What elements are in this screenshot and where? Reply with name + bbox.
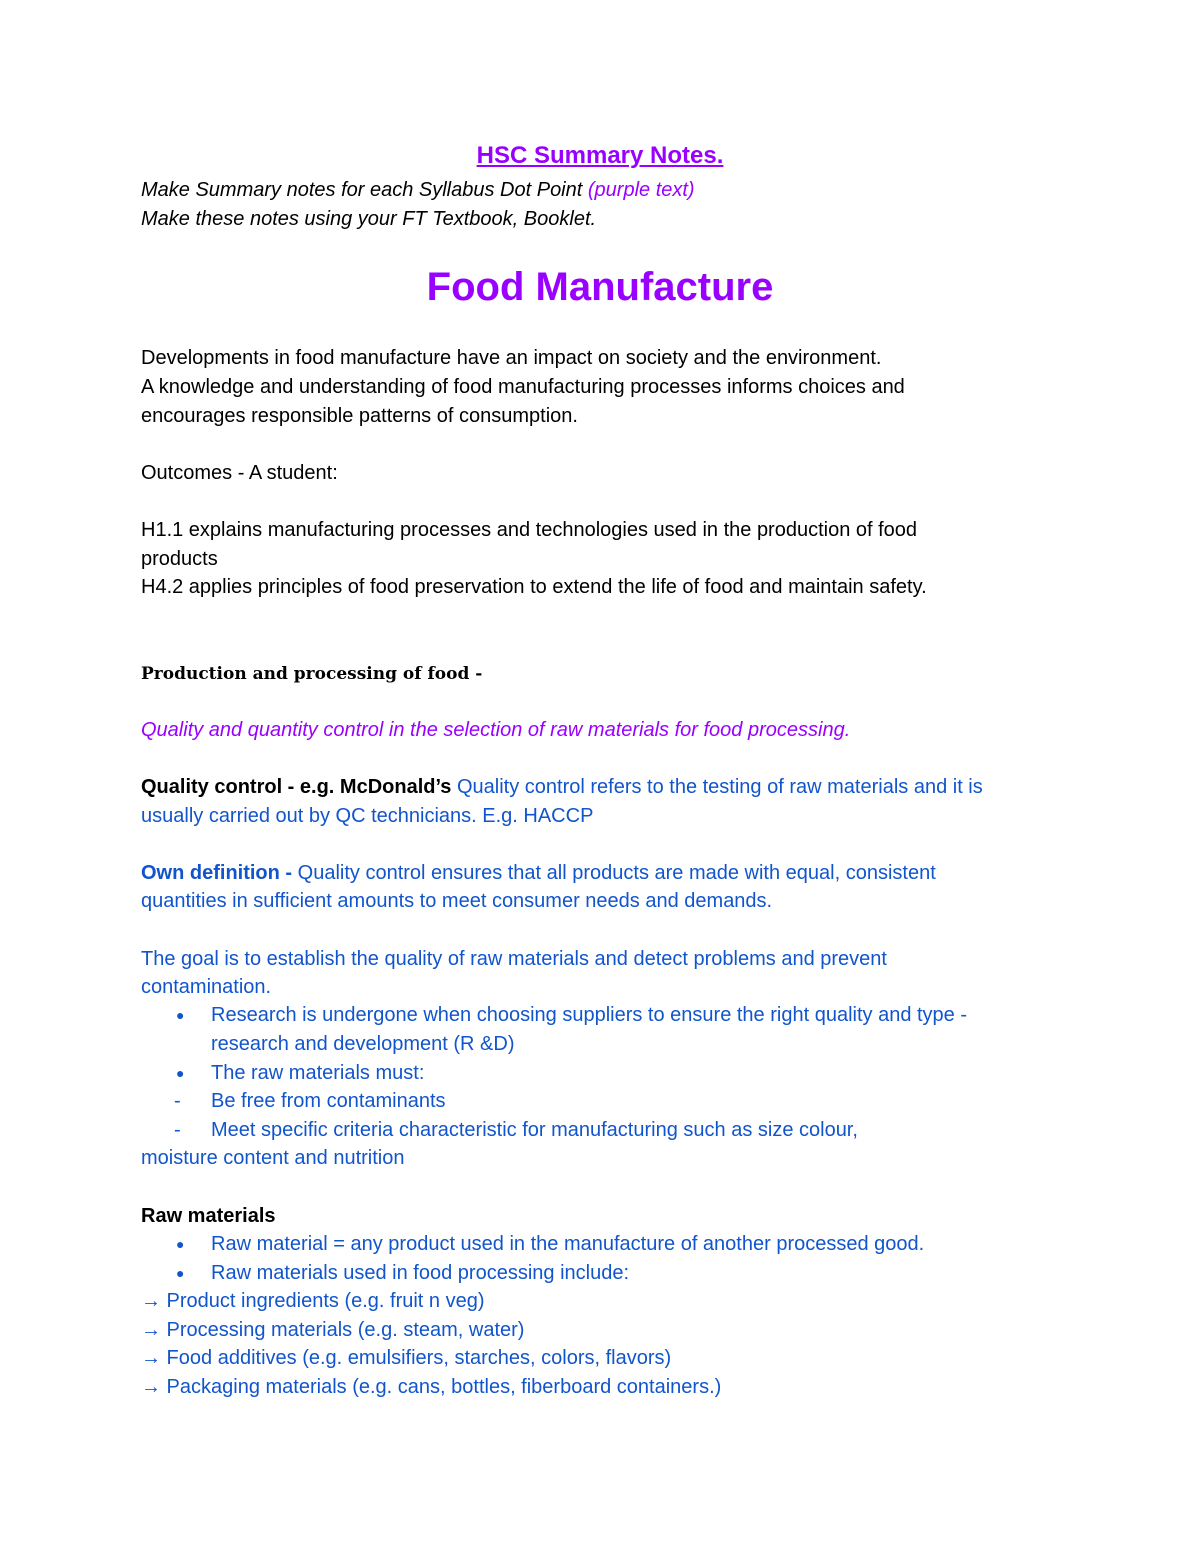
intro-line-3: encourages responsible patterns of consumption. <box>141 405 578 427</box>
bullet-icon: ● <box>176 1236 185 1252</box>
instruction-line-2: Make these notes using your FT Textbook, Booklet. <box>141 208 597 230</box>
intro-line-2: A knowledge and understanding of food manufacturing processes informs choices and <box>141 376 905 398</box>
outcome-line-1: H1.1 explains manufacturing processes and technologies used in the production of food <box>141 519 918 541</box>
qc-line-1 <box>141 773 983 801</box>
qc-text-1: Quality control refers to the testing of raw materials and it is <box>451 776 983 798</box>
raw-arrow-item: → Food additives (e.g. emulsifiers, starches, colors, flavors) <box>141 1347 672 1369</box>
qc-line-2: usually carried out by QC technicians. E.g. HACCP <box>141 805 594 827</box>
goal-bullet-2: The raw materials must: <box>211 1062 425 1084</box>
dash-icon: - <box>174 1090 181 1112</box>
qc-label: Quality control - e.g. McDonald’s <box>141 776 452 798</box>
main-heading: Food Manufacture <box>426 265 774 309</box>
own-def-text-1: Quality control ensures that all products are made with equal, consistent <box>292 862 936 884</box>
bullet-icon: ● <box>176 1065 185 1081</box>
goal-dash-2: Meet specific criteria characteristic for manufacturing such as size colour, <box>211 1119 858 1141</box>
bullet-icon: ● <box>176 1007 185 1023</box>
own-def-line-2: quantities in sufficient amounts to meet consumer needs and demands. <box>141 890 773 912</box>
goal-line-2: contamination. <box>141 976 272 998</box>
instruction-1-colored: (purple text) <box>587 179 695 201</box>
goal-line-1: The goal is to establish the quality of raw materials and detect problems and prevent <box>141 948 887 970</box>
notes-title: HSC Summary Notes. <box>476 142 724 169</box>
own-def-label: Own definition - <box>141 862 293 884</box>
own-def-line-1 <box>141 859 936 887</box>
raw-arrow-item: → Product ingredients (e.g. fruit n veg) <box>141 1290 485 1312</box>
section-heading: Production and processing of food - <box>141 664 483 684</box>
raw-arrow-item: → Packaging materials (e.g. cans, bottles, fiberboard containers.) <box>141 1376 722 1398</box>
raw-bullet-2: Raw materials used in food processing include: <box>211 1262 629 1284</box>
raw-bullet-1: Raw material = any product used in the manufacture of another processed good. <box>211 1233 925 1255</box>
goal-bullet-1-line-1: Research is undergone when choosing suppliers to ensure the right quality and type - <box>211 1004 968 1026</box>
bullet-icon: ● <box>176 1265 185 1281</box>
goal-bullet-1-line-2: research and development (R &D) <box>211 1033 515 1055</box>
raw-arrow-item: → Processing materials (e.g. steam, water) <box>141 1319 525 1341</box>
outcome-line-2: products <box>141 548 218 570</box>
dash-icon: - <box>174 1119 181 1141</box>
instruction-line-1 <box>141 176 695 204</box>
outcomes-label: Outcomes - A student: <box>141 462 338 484</box>
syllabus-point: Quality and quantity control in the selection of raw materials for food processing. <box>141 719 851 741</box>
outcome-line-3: H4.2 applies principles of food preservation to extend the life of food and maintain safety. <box>141 576 927 598</box>
intro-line-1: Developments in food manufacture have an impact on society and the environment. <box>141 347 882 369</box>
raw-materials-heading: Raw materials <box>141 1205 276 1227</box>
goal-dash-1: Be free from contaminants <box>211 1090 446 1112</box>
instruction-1-text: Make Summary notes for each Syllabus Dot Point <box>141 179 588 201</box>
goal-dash-2-cont: moisture content and nutrition <box>141 1147 405 1169</box>
